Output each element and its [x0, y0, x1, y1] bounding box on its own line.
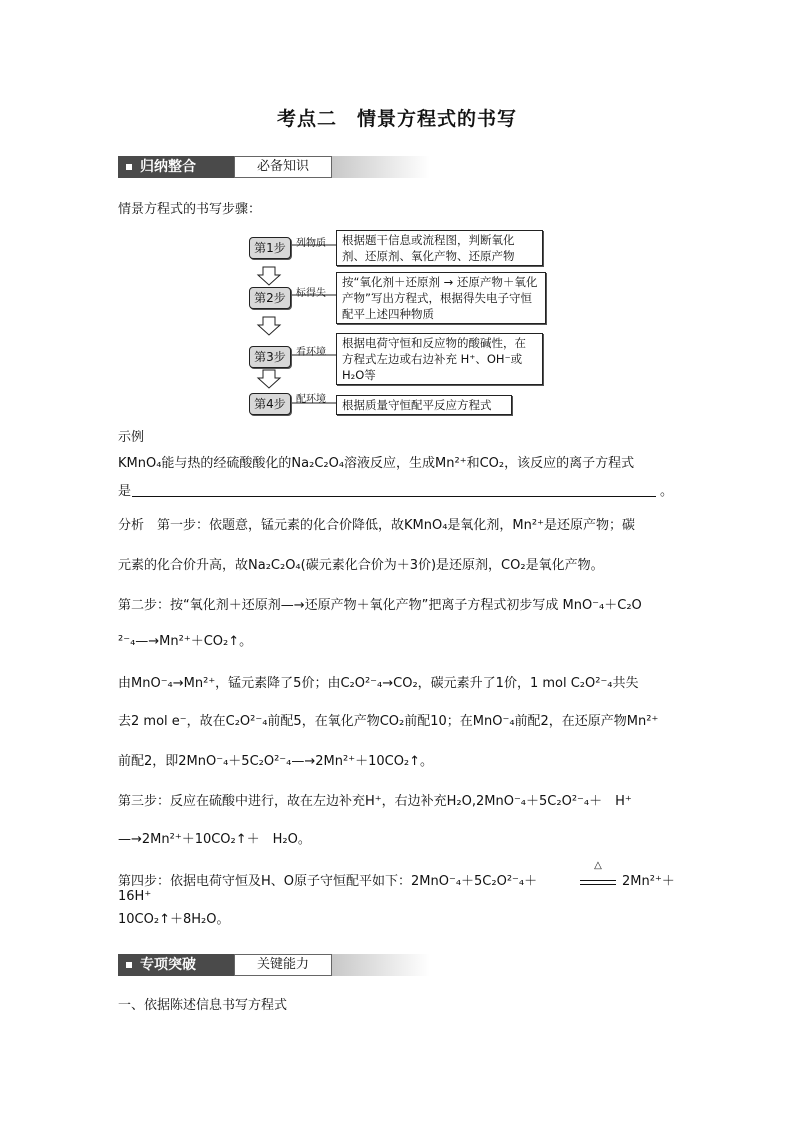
- analysis-line-5: 由MnO⁻₄→Mn²⁺，锰元素降了5价；由C₂O²⁻₄→CO₂，碳元素升了1价，1 mol C₂O²⁻₄共失: [118, 676, 639, 691]
- section-2-title: 专项突破: [140, 957, 196, 973]
- flow-label-2: 标得失: [296, 288, 326, 299]
- example-label: 示例: [118, 430, 145, 445]
- flow-step-3: 第3步: [249, 346, 291, 368]
- analysis-line-1: 分析 第一步：依题意，锰元素的化合价降低，故KMnO₄是氧化剂，Mn²⁺是还原产物；碳: [118, 518, 635, 533]
- equals-line-top: [580, 880, 616, 881]
- example-question-prefix: 是: [118, 484, 132, 499]
- equals-line-bottom: [580, 884, 616, 885]
- analysis-line-3: 第二步：按“氧化剂＋还原剂—→还原产物＋氧化产物”把离子方程式初步写成 MnO⁻₄＋C₂O: [118, 598, 642, 613]
- flow-label-1: 列物质: [296, 238, 326, 249]
- analysis-line-4: ²⁻₄—→Mn²⁺＋CO₂↑。: [118, 634, 253, 649]
- flow-box-2: 按“氧化剂＋还原剂 → 还原产物＋氧化产物”写出方程式，根据得失电子守恒配平上述四种物质: [336, 272, 546, 324]
- flow-box-4: 根据质量守恒配平反应方程式: [336, 395, 512, 415]
- flow-label-4: 配环境: [296, 394, 326, 405]
- analysis-line-10: 第四步：依据电荷守恒及H、O原子守恒配平如下：2MnO⁻₄＋5C₂O²⁻₄＋16H⁺: [118, 874, 538, 904]
- analysis-line-2: 元素的化合价升高，故Na₂C₂O₄(碳元素化合价为＋3价)是还原剂，CO₂是氧化产物。: [118, 558, 604, 573]
- analysis-line-10-end: 2Mn²⁺＋: [622, 874, 675, 889]
- flow-box-1: 根据题干信息或流程图，判断氧化剂、还原剂、氧化产物、还原产物: [336, 230, 543, 266]
- analysis-line-9: —→2Mn²⁺＋10CO₂↑＋ H₂O。: [118, 832, 311, 847]
- analysis-line-11: 10CO₂↑＋8H₂O。: [118, 912, 230, 927]
- square-icon: [126, 962, 132, 968]
- section-1-title: 归纳整合: [140, 159, 196, 175]
- flow-step-1: 第1步: [249, 237, 291, 259]
- flow-box-3: 根据电荷守恒和反应物的酸碱性，在方程式左边或右边补充 H⁺、OH⁻或H₂O等: [336, 333, 543, 385]
- flow-step-2: 第2步: [249, 287, 291, 309]
- example-question-suffix: 。: [660, 484, 674, 499]
- subheading: 一、依据陈述信息书写方程式: [118, 998, 288, 1013]
- flow-step-4: 第4步: [249, 393, 291, 415]
- section-1-subtitle: 必备知识: [234, 156, 332, 178]
- page-title: 考点二 情景方程式的书写: [276, 108, 517, 130]
- example-question-line1: KMnO₄能与热的经硫酸酸化的Na₂C₂O₄溶液反应，生成Mn²⁺和CO₂，该反应的离子方程式: [118, 456, 635, 471]
- intro-text: 情景方程式的书写步骤：: [118, 202, 262, 217]
- answer-blank[interactable]: [132, 482, 656, 497]
- analysis-line-7: 前配2，即2MnO⁻₄＋5C₂O²⁻₄—→2Mn²⁺＋10CO₂↑。: [118, 754, 434, 769]
- analysis-line-8: 第三步：反应在硫酸中进行，故在左边补充H⁺，右边补充H₂O,2MnO⁻₄＋5C₂O²⁻₄＋ H⁺: [118, 794, 632, 809]
- steps-flowchart: [0, 0, 794, 420]
- flow-label-3: 看环境: [296, 347, 326, 358]
- section-2-subtitle: 关键能力: [234, 954, 332, 976]
- analysis-line-6: 去2 mol e⁻，故在C₂O²⁻₄前配5，在氧化产物CO₂前配10；在MnO⁻₄前配2，在还原产物Mn²⁺: [118, 714, 659, 729]
- section-header-2: [118, 954, 430, 976]
- heat-symbol: △: [594, 860, 602, 871]
